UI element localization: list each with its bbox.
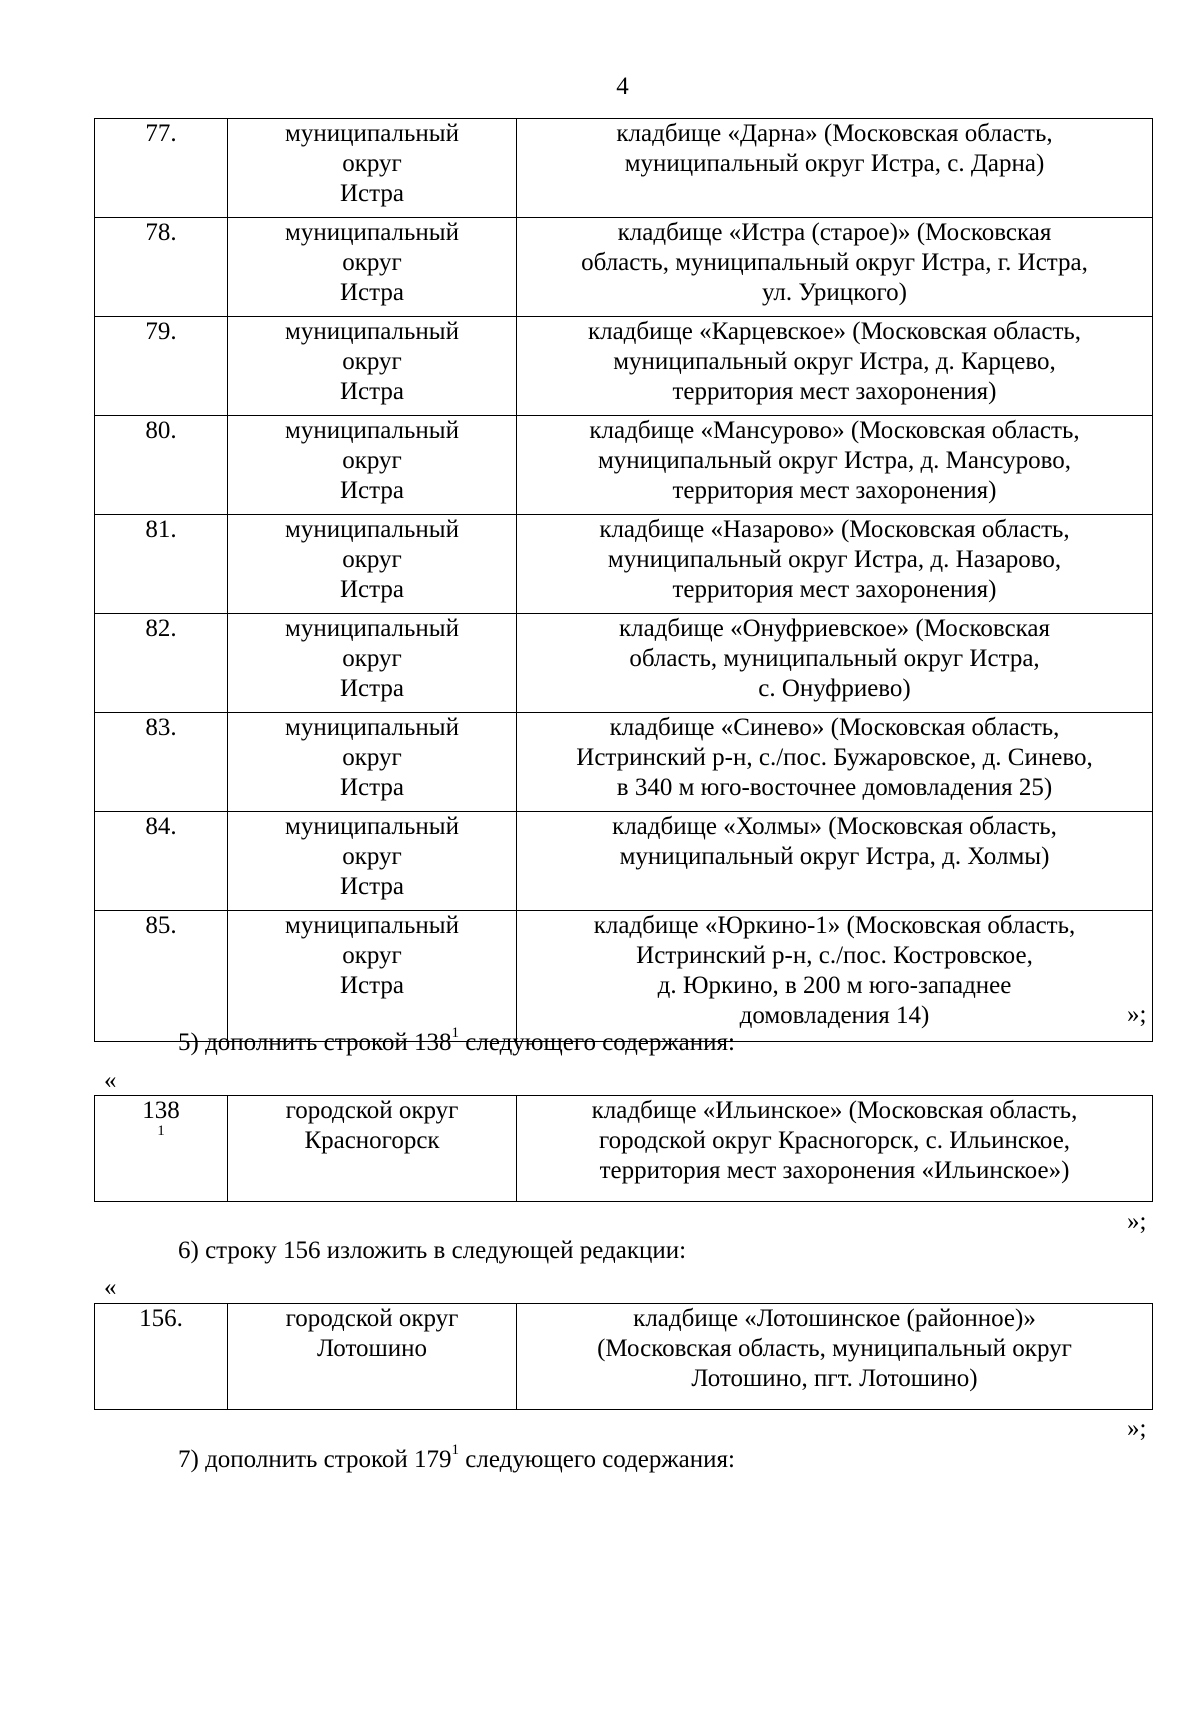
municipality-line: округ [342, 645, 402, 672]
row-number: 78. [145, 219, 177, 246]
address-line: Лотошино, пгт. Лотошино) [691, 1365, 978, 1392]
municipality-line: Истра [340, 675, 404, 702]
row-number: 82. [145, 615, 177, 642]
address-line: область, муниципальный округ Истра, [629, 645, 1040, 672]
row-number: 80. [145, 417, 177, 444]
row-number-cell [95, 119, 228, 218]
page-number: 4 [616, 73, 629, 100]
cemetery-address-cell [517, 515, 1153, 614]
row-number: 79. [145, 318, 177, 345]
municipality-cell [228, 911, 517, 1042]
address-line: кладбище «Назарово» (Московская область, [599, 516, 1070, 543]
table-row [95, 515, 1153, 614]
municipality-line: округ [342, 447, 402, 474]
municipality-line: муниципальный [285, 120, 459, 147]
instruction-7-tail: следующего содержания: [459, 1446, 735, 1473]
row-138-table [94, 1095, 1153, 1202]
table-row [95, 911, 1153, 1042]
address-line: кладбище «Карцевское» (Московская область, [587, 318, 1082, 345]
cemetery-address-cell [517, 317, 1153, 416]
address-line: домовладения 14) [739, 1002, 930, 1029]
address-line: кладбище «Дарна» (Московская область, [616, 120, 1053, 147]
instruction-5-tail: следующего содержания: [459, 1029, 735, 1056]
municipality-line: муниципальный [285, 318, 459, 345]
address-line: территория мест захоронения) [672, 378, 997, 405]
closing-quote-5: »; [1127, 1001, 1147, 1028]
table-row [95, 416, 1153, 515]
address-line: ул. Урицкого) [762, 279, 907, 306]
municipality-cell [228, 713, 517, 812]
municipality-line: округ [342, 249, 402, 276]
opening-quote-6: « [104, 1274, 117, 1301]
instruction-6: 6) строку 156 изложить в следующей редакции: [178, 1237, 687, 1264]
municipality-cell [228, 1096, 517, 1202]
row-number: 81. [145, 516, 177, 543]
row-number: 83. [145, 714, 177, 741]
address-line: муниципальный округ Истра, д. Мансурово, [597, 447, 1072, 474]
cemetery-address-cell [517, 218, 1153, 317]
cemetery-address-cell [517, 1096, 1153, 1202]
row-number: 85. [145, 912, 177, 939]
municipality-line: округ [342, 150, 402, 177]
address-line: с. Онуфриево) [758, 675, 911, 702]
municipality-line: Красногорск [304, 1127, 440, 1154]
instruction-7 [178, 1442, 735, 1475]
instruction-5-text: 5) дополнить строкой 138 [178, 1029, 452, 1056]
municipality-line: округ [342, 348, 402, 375]
instruction-5 [178, 1025, 735, 1058]
municipality-line: округ [342, 546, 402, 573]
municipality-line: округ [342, 744, 402, 771]
address-line: область, муниципальный округ Истра, г. Истра, [581, 249, 1088, 276]
municipality-line: муниципальный [285, 615, 459, 642]
table-row [95, 1096, 1153, 1202]
municipality-line: округ [342, 843, 402, 870]
municipality-line: Истра [340, 477, 404, 504]
row-number [95, 1096, 227, 1141]
row-number-cell [95, 1304, 228, 1410]
municipality-cell [228, 317, 517, 416]
closing-quote-6: »; [1127, 1208, 1147, 1235]
row-number-cell [95, 812, 228, 911]
address-line: (Московская область, муниципальный округ [597, 1335, 1072, 1362]
opening-quote-5: « [104, 1067, 117, 1094]
closing-quote-7: »; [1127, 1415, 1147, 1442]
municipality-line: муниципальный [285, 417, 459, 444]
address-line: кладбище «Мансурово» (Московская область, [589, 417, 1080, 444]
cemetery-table [94, 118, 1153, 1042]
municipality-line: муниципальный [285, 516, 459, 543]
table-row [95, 218, 1153, 317]
row-number-cell [95, 218, 228, 317]
municipality-cell [228, 614, 517, 713]
municipality-line: городской округ [285, 1305, 459, 1332]
row-number: 77. [145, 120, 177, 147]
address-line: кладбище «Лотошинское (районное)» [633, 1305, 1036, 1332]
row-number-cell [95, 317, 228, 416]
municipality-cell [228, 812, 517, 911]
municipality-line: городской округ [285, 1097, 459, 1124]
cemetery-address-cell [517, 911, 1153, 1042]
municipality-line: муниципальный [285, 219, 459, 246]
address-line: кладбище «Холмы» (Московская область, [612, 813, 1057, 840]
row-number-cell [95, 416, 228, 515]
municipality-line: муниципальный [285, 714, 459, 741]
address-line: кладбище «Онуфриевское» (Московская [618, 615, 1051, 642]
municipality-cell [228, 119, 517, 218]
row-number-cell [95, 713, 228, 812]
table-row [95, 317, 1153, 416]
municipality-line: муниципальный [285, 912, 459, 939]
row-number-cell [95, 1096, 228, 1202]
address-line: кладбище «Юркино-1» (Московская область, [593, 912, 1076, 939]
table-row [95, 812, 1153, 911]
row-number-cell [95, 515, 228, 614]
municipality-cell [228, 515, 517, 614]
municipality-line: Истра [340, 972, 404, 999]
cemetery-address-cell [517, 119, 1153, 218]
cemetery-address-cell [517, 713, 1153, 812]
instruction-5-superscript: 1 [451, 1025, 459, 1041]
row-number-cell [95, 911, 228, 1042]
municipality-line: Истра [340, 180, 404, 207]
address-line: д. Юркино, в 200 м юго-западнее [657, 972, 1012, 999]
address-line: кладбище «Ильинское» (Московская область, [591, 1097, 1078, 1124]
municipality-cell [228, 218, 517, 317]
instruction-7-superscript: 1 [451, 1442, 459, 1458]
address-line: городской округ Красногорск, с. Ильинское, [598, 1127, 1071, 1154]
row-number-text: 138 [142, 1097, 180, 1124]
row-number-superscript: 1 [157, 1123, 165, 1139]
municipality-line: Истра [340, 378, 404, 405]
municipality-line: Истра [340, 873, 404, 900]
address-line: территория мест захоронения «Ильинское») [599, 1157, 1070, 1184]
row-number: 84. [145, 813, 177, 840]
municipality-cell [228, 416, 517, 515]
municipality-line: муниципальный [285, 813, 459, 840]
address-line: Истринский р-н, с./пос. Костровское, [636, 942, 1033, 969]
address-line: в 340 м юго-восточнее домовладения 25) [616, 774, 1053, 801]
address-line: муниципальный округ Истра, с. Дарна) [624, 150, 1045, 177]
address-line: муниципальный округ Истра, д. Назарово, [607, 546, 1062, 573]
table-row [95, 614, 1153, 713]
cemetery-address-cell [517, 614, 1153, 713]
row-number-cell [95, 614, 228, 713]
row-156-table [94, 1303, 1153, 1410]
address-line: территория мест захоронения) [672, 477, 997, 504]
municipality-cell [228, 1304, 517, 1410]
municipality-line: Лотошино [316, 1335, 428, 1362]
address-line: муниципальный округ Истра, д. Карцево, [613, 348, 1056, 375]
cemetery-address-cell [517, 812, 1153, 911]
municipality-line: Истра [340, 774, 404, 801]
row-number: 156. [139, 1305, 183, 1332]
address-line: кладбище «Истра (старое)» (Московская [617, 219, 1052, 246]
address-line: территория мест захоронения) [672, 576, 997, 603]
address-line: кладбище «Синево» (Московская область, [609, 714, 1060, 741]
table-row [95, 119, 1153, 218]
address-line: Истринский р-н, с./пос. Бужаровское, д. Синево, [576, 744, 1093, 771]
table-row [95, 1304, 1153, 1410]
address-line: муниципальный округ Истра, д. Холмы) [619, 843, 1050, 870]
municipality-line: Истра [340, 279, 404, 306]
cemetery-address-cell [517, 1304, 1153, 1410]
municipality-line: округ [342, 942, 402, 969]
cemetery-address-cell [517, 416, 1153, 515]
municipality-line: Истра [340, 576, 404, 603]
instruction-7-text: 7) дополнить строкой 179 [178, 1446, 452, 1473]
table-row [95, 713, 1153, 812]
